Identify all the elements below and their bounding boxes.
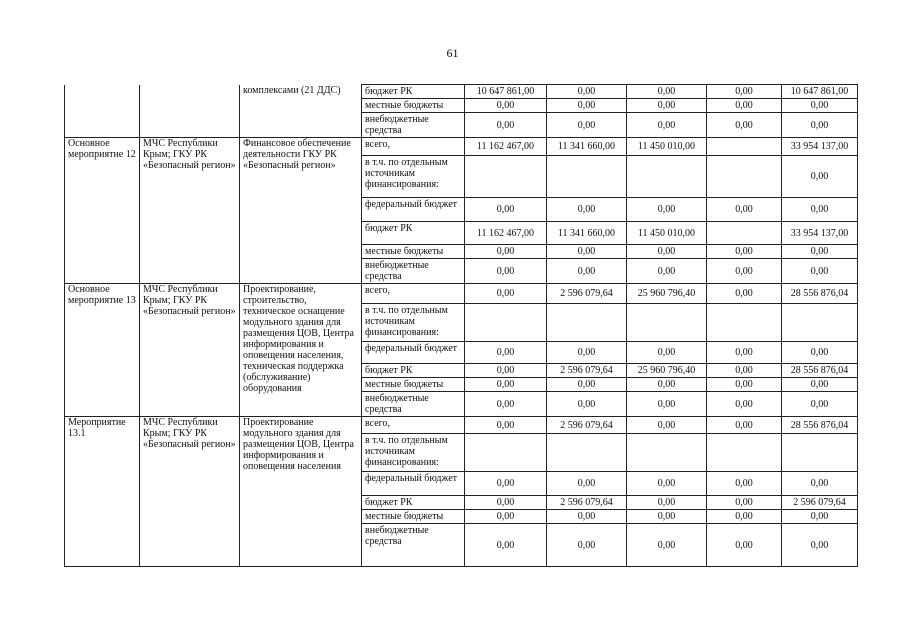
funding-source-cell: бюджет РК — [362, 85, 465, 99]
amount-cell: 11 450 010,00 — [627, 222, 707, 245]
page-number: 61 — [446, 46, 459, 60]
amount-cell: 0,00 — [465, 378, 547, 392]
table-row — [65, 284, 858, 304]
funding-source-cell: федеральный бюджет — [362, 342, 465, 364]
amount-cell — [465, 434, 547, 472]
amount-cell: 0,00 — [782, 113, 858, 138]
amount-cell: 0,00 — [547, 113, 627, 138]
table-row — [65, 138, 858, 156]
amount-cell: 0,00 — [707, 524, 782, 567]
amount-cell: 0,00 — [782, 259, 858, 284]
amount-cell: 0,00 — [465, 99, 547, 113]
amount-cell — [627, 156, 707, 198]
funding-source-cell: местные бюджеты — [362, 245, 465, 259]
description-cell: Проектирование модульного здания для размещения ЦОВ, Центра информирования и оповещения населения — [240, 417, 362, 567]
amount-cell: 0,00 — [627, 113, 707, 138]
amount-cell — [547, 156, 627, 198]
amount-cell: 0,00 — [627, 99, 707, 113]
funding-source-cell: внебюджетные средства — [362, 113, 465, 138]
amount-cell: 0,00 — [627, 198, 707, 222]
event-cell: Мероприятие 13.1 — [65, 417, 140, 567]
amount-cell: 0,00 — [547, 392, 627, 417]
amount-cell: 11 450 010,00 — [627, 138, 707, 156]
amount-cell: 0,00 — [465, 245, 547, 259]
amount-cell: 0,00 — [465, 342, 547, 364]
amount-cell — [707, 156, 782, 198]
description-cell: Финансовое обеспечение деятельности ГКУ РК «Безопасный регион» — [240, 138, 362, 284]
funding-table — [64, 84, 858, 567]
amount-cell — [782, 434, 858, 472]
amount-cell: 0,00 — [627, 496, 707, 510]
amount-cell: 0,00 — [782, 198, 858, 222]
amount-cell: 0,00 — [547, 510, 627, 524]
amount-cell: 0,00 — [465, 284, 547, 304]
amount-cell: 0,00 — [707, 284, 782, 304]
amount-cell: 0,00 — [547, 198, 627, 222]
amount-cell: 0,00 — [707, 364, 782, 378]
amount-cell: 11 162 467,00 — [465, 222, 547, 245]
amount-cell — [547, 434, 627, 472]
funding-source-cell: местные бюджеты — [362, 378, 465, 392]
amount-cell: 0,00 — [782, 472, 858, 496]
funding-source-cell: бюджет РК — [362, 222, 465, 245]
amount-cell: 0,00 — [627, 472, 707, 496]
amount-cell: 2 596 079,64 — [547, 496, 627, 510]
description-cell: комплексами (21 ДДС) — [240, 85, 362, 138]
funding-source-cell: всего, — [362, 138, 465, 156]
amount-cell: 2 596 079,64 — [547, 364, 627, 378]
funding-source-cell: бюджет РК — [362, 496, 465, 510]
executor-cell — [140, 85, 240, 138]
amount-cell: 2 596 079,64 — [547, 284, 627, 304]
amount-cell: 0,00 — [627, 378, 707, 392]
amount-cell: 0,00 — [707, 510, 782, 524]
amount-cell: 33 954 137,00 — [782, 138, 858, 156]
executor-cell: МЧС Республики Крым; ГКУ РК «Безопасный регион» — [140, 284, 240, 417]
funding-source-cell: внебюджетные средства — [362, 392, 465, 417]
funding-source-cell: бюджет РК — [362, 364, 465, 378]
amount-cell — [707, 138, 782, 156]
event-cell: Основное мероприятие 13 — [65, 284, 140, 417]
amount-cell: 0,00 — [465, 472, 547, 496]
amount-cell: 0,00 — [627, 245, 707, 259]
amount-cell: 0,00 — [465, 496, 547, 510]
amount-cell: 0,00 — [707, 496, 782, 510]
amount-cell: 0,00 — [627, 524, 707, 567]
amount-cell: 2 596 079,64 — [782, 496, 858, 510]
amount-cell: 0,00 — [547, 524, 627, 567]
funding-source-cell: внебюджетные средства — [362, 259, 465, 284]
amount-cell: 0,00 — [465, 524, 547, 567]
amount-cell — [465, 156, 547, 198]
amount-cell — [465, 304, 547, 342]
event-cell: Основное мероприятие 12 — [65, 138, 140, 284]
amount-cell: 0,00 — [782, 524, 858, 567]
amount-cell — [707, 222, 782, 245]
amount-cell: 0,00 — [782, 156, 858, 198]
amount-cell: 0,00 — [707, 99, 782, 113]
amount-cell — [707, 304, 782, 342]
funding-source-cell: внебюджетные средства — [362, 524, 465, 567]
amount-cell: 0,00 — [707, 85, 782, 99]
amount-cell: 0,00 — [465, 417, 547, 434]
funding-source-cell: всего, — [362, 284, 465, 304]
amount-cell: 28 556 876,04 — [782, 284, 858, 304]
amount-cell — [627, 434, 707, 472]
amount-cell: 0,00 — [627, 85, 707, 99]
amount-cell: 0,00 — [465, 259, 547, 284]
amount-cell: 0,00 — [782, 245, 858, 259]
funding-source-cell: федеральный бюджет — [362, 198, 465, 222]
amount-cell — [627, 304, 707, 342]
amount-cell: 10 647 861,00 — [782, 85, 858, 99]
amount-cell: 11 341 660,00 — [547, 222, 627, 245]
table-row — [65, 85, 858, 99]
amount-cell: 10 647 861,00 — [465, 85, 547, 99]
amount-cell: 0,00 — [547, 85, 627, 99]
amount-cell: 11 341 660,00 — [547, 138, 627, 156]
amount-cell: 2 596 079,64 — [547, 417, 627, 434]
amount-cell: 0,00 — [782, 99, 858, 113]
amount-cell: 0,00 — [547, 259, 627, 284]
table-row — [65, 417, 858, 434]
funding-source-cell: в т.ч. по отдельным источникам финансирования: — [362, 156, 465, 198]
amount-cell: 0,00 — [547, 342, 627, 364]
amount-cell — [707, 434, 782, 472]
amount-cell: 0,00 — [627, 259, 707, 284]
amount-cell: 0,00 — [707, 259, 782, 284]
funding-source-cell: федеральный бюджет — [362, 472, 465, 496]
amount-cell: 0,00 — [707, 245, 782, 259]
amount-cell: 28 556 876,04 — [782, 364, 858, 378]
event-cell — [65, 85, 140, 138]
amount-cell: 25 960 796,40 — [627, 364, 707, 378]
amount-cell: 0,00 — [707, 198, 782, 222]
funding-source-cell: в т.ч. по отдельным источникам финансирования: — [362, 304, 465, 342]
amount-cell: 0,00 — [707, 472, 782, 496]
amount-cell: 0,00 — [627, 342, 707, 364]
amount-cell: 0,00 — [465, 392, 547, 417]
funding-source-cell: всего, — [362, 417, 465, 434]
amount-cell: 0,00 — [782, 378, 858, 392]
executor-cell: МЧС Республики Крым; ГКУ РК «Безопасный регион» — [140, 417, 240, 567]
funding-source-cell: в т.ч. по отдельным источникам финансирования: — [362, 434, 465, 472]
amount-cell: 0,00 — [707, 342, 782, 364]
amount-cell: 0,00 — [547, 378, 627, 392]
amount-cell — [547, 304, 627, 342]
amount-cell: 33 954 137,00 — [782, 222, 858, 245]
description-cell: Проектирование, строительство, техническое оснащение модульного здания для размещения ЦОВ, Центра информирования и оповещения населения, техническая поддержка (обслуживание) оборудования — [240, 284, 362, 417]
amount-cell: 0,00 — [627, 510, 707, 524]
amount-cell: 0,00 — [547, 245, 627, 259]
amount-cell: 0,00 — [707, 378, 782, 392]
amount-cell: 0,00 — [465, 113, 547, 138]
funding-source-cell: местные бюджеты — [362, 99, 465, 113]
amount-cell: 0,00 — [627, 392, 707, 417]
amount-cell: 25 960 796,40 — [627, 284, 707, 304]
amount-cell: 0,00 — [707, 392, 782, 417]
amount-cell: 0,00 — [707, 417, 782, 434]
amount-cell: 0,00 — [465, 198, 547, 222]
amount-cell — [782, 304, 858, 342]
amount-cell: 0,00 — [547, 472, 627, 496]
amount-cell: 0,00 — [782, 510, 858, 524]
amount-cell: 0,00 — [782, 392, 858, 417]
executor-cell: МЧС Республики Крым; ГКУ РК «Безопасный регион» — [140, 138, 240, 284]
amount-cell: 0,00 — [465, 510, 547, 524]
funding-source-cell: местные бюджеты — [362, 510, 465, 524]
amount-cell: 0,00 — [547, 99, 627, 113]
amount-cell: 0,00 — [627, 417, 707, 434]
amount-cell: 11 162 467,00 — [465, 138, 547, 156]
amount-cell: 28 556 876,04 — [782, 417, 858, 434]
amount-cell: 0,00 — [707, 113, 782, 138]
amount-cell: 0,00 — [465, 364, 547, 378]
amount-cell: 0,00 — [782, 342, 858, 364]
